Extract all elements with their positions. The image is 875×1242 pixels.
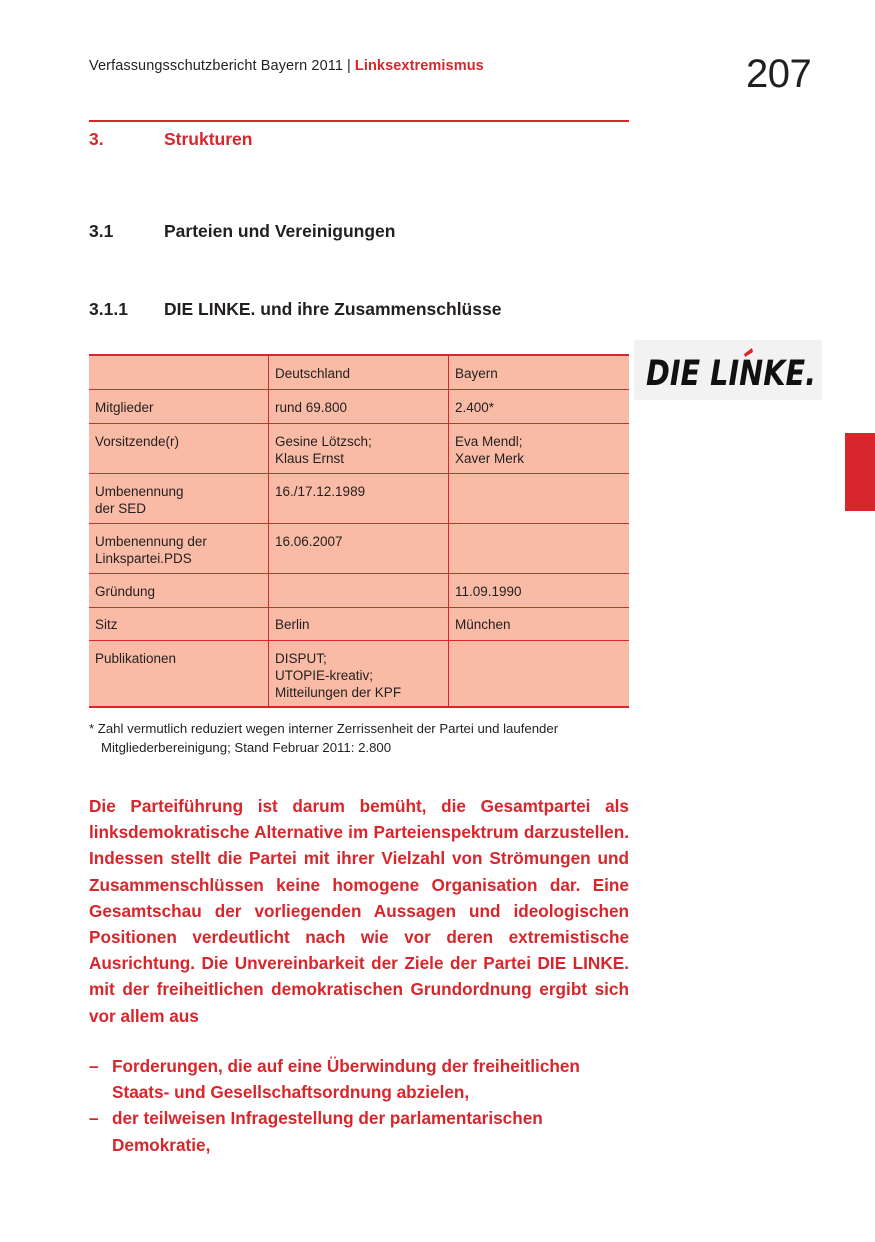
section-name: Linksextremismus: [354, 58, 484, 74]
table-cell: DISPUT; UTOPIE-kreativ; Mitteilungen der KPF: [269, 640, 449, 707]
list-item-text: Forderungen, die auf eine Überwindung der freiheitlichen Staats- und Gesellschaftsordnung abzielen,: [112, 1056, 580, 1103]
bullet-dash: –: [89, 1108, 99, 1129]
table-cell: 11.09.1990: [449, 573, 630, 607]
table-cell-label: Publikationen: [89, 640, 269, 707]
table-cell: München: [449, 607, 630, 640]
table-cell: 2.400*: [449, 389, 630, 423]
footnote-line-2: Mitgliederbereinigung; Stand Februar 2011: 2.800: [101, 740, 392, 755]
table-cell-label: Sitz: [89, 607, 269, 640]
list-item-text: der teilweisen Infragestellung der parlamentarischen Demokratie,: [112, 1108, 543, 1155]
table-row: [89, 423, 629, 473]
bullet-dash: –: [89, 1056, 99, 1076]
table-footnote: [89, 719, 649, 757]
table-cell: 16./17.12.1989: [269, 473, 449, 523]
table-cell-label: Mitglieder: [89, 389, 269, 423]
running-header: [89, 58, 484, 74]
table-cell-label: Umbenennung der Linkspartei.PDS: [89, 523, 269, 573]
table-cell: [269, 573, 449, 607]
table-header-cell: [89, 355, 269, 389]
section-heading-text: Strukturen: [164, 129, 253, 149]
table-row: [89, 389, 629, 423]
body-paragraph: Die Parteiführung ist darum bemüht, die Gesamtpartei als linksdemokratische Alternative im Parteienspektrum darzustellen. Indessen stellt die Partei mit ihrer Vielzahl von Strömungen und Zusammenschlüssen keine homogene Organisation dar. Eine Gesamtschau der vorliegenden Aussagen und ideologischen Positionen verdeutlicht nach wie vor deren extremistische Ausrichtung. Die Unvereinbarkeit der Ziele der Partei DIE LINKE. mit der freiheitlichen demokratischen Grundordnung ergibt sich vor allem aus: [89, 796, 629, 1026]
table-row: [89, 640, 629, 707]
table-cell: Berlin: [269, 607, 449, 640]
section-heading-number: 3.: [89, 129, 104, 149]
table-cell: Eva Mendl; Xaver Merk: [449, 423, 630, 473]
list-item: [89, 1105, 629, 1157]
subsubsection-heading-text: DIE LINKE. und ihre Zusammenschlüsse: [164, 299, 502, 319]
report-title: Verfassungsschutzbericht Bayern 2011: [89, 58, 344, 74]
table-row: [89, 473, 629, 523]
table-header-cell: Bayern: [449, 355, 630, 389]
table-row: [89, 573, 629, 607]
table-header-row: [89, 355, 629, 389]
table-cell-label: Gründung: [89, 573, 269, 607]
list-item: [89, 1053, 629, 1105]
table-cell: Gesine Lötzsch; Klaus Ernst: [269, 423, 449, 473]
table-cell: rund 69.800: [269, 389, 449, 423]
table-cell: 16.06.2007: [269, 523, 449, 573]
table-cell: [449, 523, 630, 573]
table-cell-label: Umbenennung der SED: [89, 473, 269, 523]
table-row: [89, 607, 629, 640]
footnote-line-1: * Zahl vermutlich reduziert wegen interner Zerrissenheit der Partei und laufender: [89, 721, 559, 736]
table-cell-label: Vorsitzende(r): [89, 423, 269, 473]
chapter-tab-marker: [845, 433, 875, 511]
heading-rule: [89, 120, 629, 122]
subsection-heading-number: 3.1: [89, 221, 114, 241]
bullet-list: [89, 1053, 629, 1158]
table-cell: [449, 640, 630, 707]
logo-wordmark: DIE LINKE.: [646, 354, 816, 394]
table-header-cell: Deutschland: [269, 355, 449, 389]
page-number: 207: [746, 52, 812, 96]
subsubsection-heading-number: 3.1.1: [89, 299, 128, 319]
header-separator: |: [347, 58, 351, 74]
die-linke-logo: [634, 340, 822, 400]
table-cell: [449, 473, 630, 523]
party-data-table: [89, 354, 629, 708]
subsection-heading-text: Parteien und Vereinigungen: [164, 221, 396, 241]
table-row: [89, 523, 629, 573]
